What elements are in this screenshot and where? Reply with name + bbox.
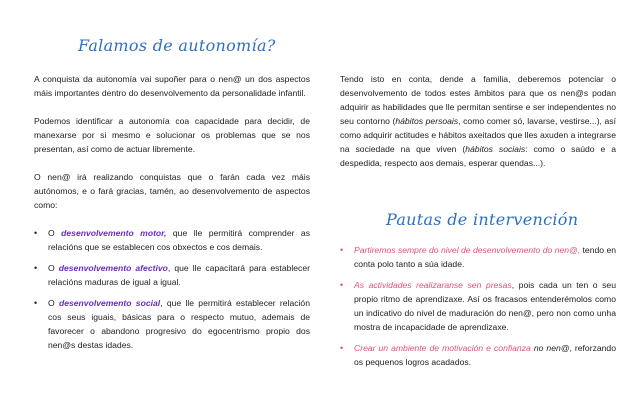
paragraph-autonomy-intro: A conquista da autonomía vai supoñer para o nen@ un dos aspectos máis importantes dentro do desenvolvemento da personalidade infantil.: [34, 74, 310, 98]
right-column: [340, 72, 616, 170]
list-item: • Partiremos sempre do nivel de desenvolvemento do nen@, tendo en conta polo tanto a súa idade.: [340, 245, 616, 269]
development-list: [34, 226, 310, 352]
left-column: [34, 72, 310, 359]
bullet-icon: •: [340, 280, 344, 290]
paragraph-conquests: O nen@ irá realizando conquistas que o farán cada vez máis autónomos, e o fará gracias, tamén, ao desenvolvemento de aspectos como:: [34, 172, 310, 210]
paragraph-family-role: Tendo isto en conta, dende a familia, deberemos potenciar o desenvolvemento de todos estes âmbitos para que os nen@s podan adquirir as habilidades que lle permitan sentirse e ser independentes no seu contorno (hábitos persoais, como comer só, lavarse, vestirse...), así como adquirir actitudes e hábitos axeitados que lles axuden a integrarse na sociedade na que viven (hábitos sociais: como o saúdo e a despedida, respecto aos demais, esperar quendas...).: [340, 74, 617, 168]
paragraph-autonomy-definition: Podemos identificar a autonomía coa capacidade para decidir, de manexarse por si mesmo e solucionar os problemas que se nos presentan, así como de actuar libremente.: [34, 116, 310, 154]
bullet-icon: •: [340, 343, 344, 353]
list-item: • O desenvolvemento social, que lle permitirá establecer relación cos seus iguais, básicas para o respecto mutuo, ademais de favorecer o abandono progresivo do egocentrismo propio dos nen@s destas idades.: [34, 298, 310, 350]
intervention-column: [340, 243, 616, 376]
intervention-list: [340, 243, 616, 369]
bullet-icon: •: [34, 263, 38, 273]
list-item: • Crear un ambiente de motivación e confianza no nen@, reforzando os pequenos logros acadados.: [340, 343, 616, 367]
right-title: Pautas de intervención: [386, 210, 579, 229]
left-title: Falamos de autonomía?: [78, 36, 276, 55]
bullet-icon: •: [34, 228, 38, 238]
bullet-icon: •: [34, 298, 38, 308]
list-item: • As actividades realizaranse sen presas, pois cada un ten o seu propio ritmo de aprendizaxe. Así os fracasos entenderémolos como un indicativo do nivel de maduración do nen@, pero non como unha mostra de incapacidade de aprendizaxe.: [340, 280, 616, 332]
bullet-icon: •: [340, 245, 344, 255]
list-item: • O desenvolvemento motor, que lle permitirá comprender as relacións que se establecen cos obxectos e cos demais.: [34, 228, 310, 252]
list-item: • O desenvolvemento afectivo, que lle capacitará para establecer relacións maduras de igual a igual.: [34, 263, 311, 287]
